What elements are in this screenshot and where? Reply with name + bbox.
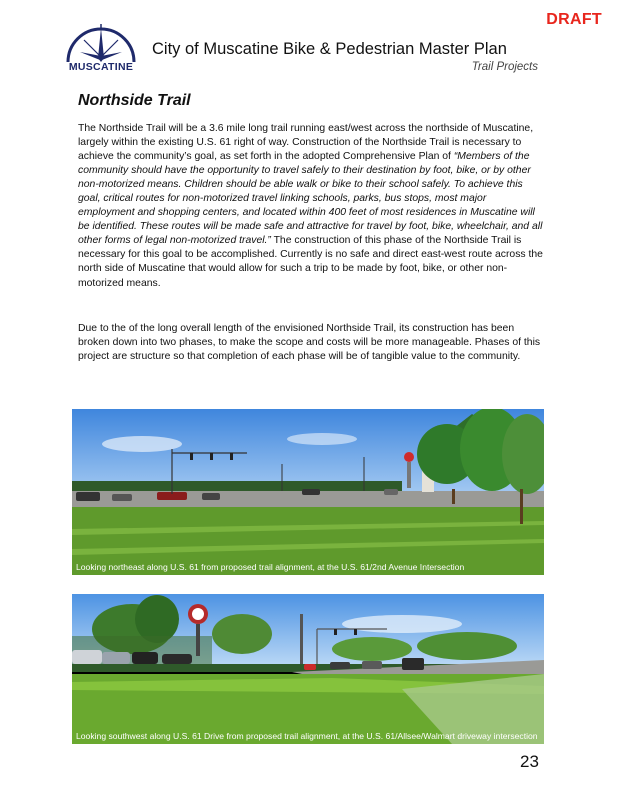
page-title: City of Muscatine Bike & Pedestrian Master Plan bbox=[152, 40, 507, 58]
photo-northeast bbox=[72, 409, 544, 575]
draft-label: DRAFT bbox=[546, 11, 602, 28]
photo-northeast-image bbox=[72, 409, 544, 575]
photo-southwest bbox=[72, 594, 544, 744]
photo-southwest-image bbox=[72, 594, 544, 744]
plan-quote: “Members of the community should have the opportunity to travel safely to their destination by foot, bike, or by other non-motorized means. Children should be able walk or bike to their school safely. To achieve this goal, critical routes for non-motorized travel linking schools, parks, bus stops, most major employment and shopping centers, and located within 400 feet of most residences in Muscatine will be identified. These routes will be made safe and attractive for travel by foot, bike, wheelchair, and all other forms of legal non-motorized travel.” bbox=[78, 151, 543, 247]
paragraph-phases: Due to the of the long overall length of the envisioned Northside Trail, its construction has been broken down into two phases, to make the scope and costs will be more manageable. Phases of this project are structure so that completion of each phase will be of tangible value to the community. bbox=[78, 323, 541, 363]
section-heading: Northside Trail bbox=[78, 92, 191, 109]
paragraph-intro bbox=[78, 122, 544, 291]
paragraph-intro-end: The construction of this phase of the Northside Trail is necessary for this goal to be accomplished. Currently is no safe and direct east-west route across the north side of Muscatine that would allow for such a trip to be made by foot, bike, or other non-motorized means. bbox=[78, 235, 543, 289]
photo-caption-2: Looking southwest along U.S. 61 Drive from proposed trail alignment, at the U.S. 61/Allsee/Walmart driveway intersection bbox=[76, 731, 538, 741]
logo-text: MUSCATINE bbox=[68, 61, 134, 73]
page-number: 23 bbox=[520, 752, 539, 771]
paragraph-intro-start: The Northside Trail will be a 3.6 mile long trail running east/west across the northside of Muscatine, largely within the existing U.S. 61 right of way. Construction of the Northside Trail is necessary to achieve the community’s goal, as set forth in the adopted Comprehensive Plan of bbox=[78, 123, 534, 163]
photo-caption-1: Looking northeast along U.S. 61 from proposed trail alignment, at the U.S. 61/2nd Avenue Intersection bbox=[76, 562, 465, 572]
page-subtitle: Trail Projects bbox=[471, 61, 538, 73]
